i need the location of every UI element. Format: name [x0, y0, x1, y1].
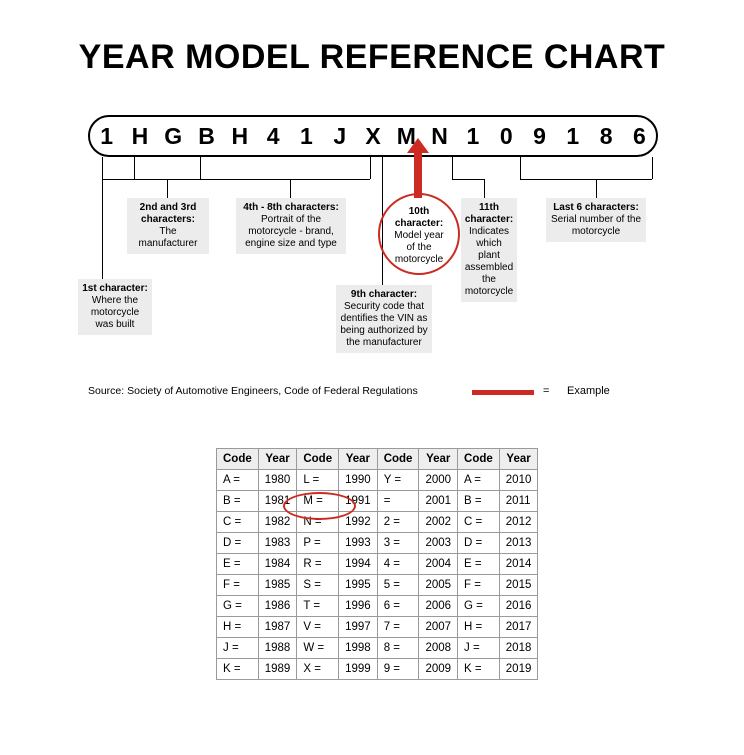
vin-char: 4: [266, 122, 280, 149]
callout-heading: 2nd and 3rd characters:: [139, 202, 197, 225]
vin-char: 1: [300, 122, 313, 149]
cell-year: 1991: [339, 491, 378, 512]
cell-code: B =: [217, 491, 259, 512]
cell-code: M =: [297, 491, 339, 512]
callout-body: Portrait of the motorcycle - brand, engine size and type: [245, 214, 337, 249]
cell-code: E =: [458, 554, 500, 575]
cell-code: G =: [458, 596, 500, 617]
cell-code: 2 =: [377, 512, 419, 533]
cell-year: 2019: [499, 659, 538, 680]
cell-code: C =: [217, 512, 259, 533]
leader-line: [520, 179, 652, 180]
callout-body: The manufacturer: [138, 226, 198, 249]
leader-line: [484, 179, 485, 198]
cell-code: 4 =: [377, 554, 419, 575]
cell-code: V =: [297, 617, 339, 638]
table-row: [217, 470, 538, 491]
vin-char: J: [333, 122, 347, 149]
cell-code: N =: [297, 512, 339, 533]
callout-heading: 11th character:: [464, 202, 514, 225]
vin-box-outline: [88, 115, 658, 157]
leader-line: [134, 157, 135, 179]
callout-heading: 4th - 8th characters:: [243, 202, 339, 213]
cell-year: 2014: [499, 554, 538, 575]
vin-char: 0: [499, 122, 513, 149]
vin-char: G: [164, 122, 183, 149]
cell-code: T =: [297, 596, 339, 617]
code-year-table: [216, 448, 538, 680]
cell-year: 1994: [339, 554, 378, 575]
cell-year: 2015: [499, 575, 538, 596]
cell-code: F =: [217, 575, 259, 596]
col-header: Year: [499, 449, 538, 470]
cell-code: C =: [458, 512, 500, 533]
cell-year: 1992: [339, 512, 378, 533]
cell-year: 2002: [419, 512, 458, 533]
cell-year: 2007: [419, 617, 458, 638]
callout-heading: Last 6 characters:: [553, 202, 639, 213]
callout-2nd-3rd-characters: [127, 198, 209, 254]
table-row: [217, 575, 538, 596]
cell-year: 1990: [339, 470, 378, 491]
vin-char: H: [231, 122, 249, 149]
cell-year: 2001: [419, 491, 458, 512]
leader-line: [370, 157, 371, 179]
cell-year: 2013: [499, 533, 538, 554]
page-title: YEAR MODEL REFERENCE CHART: [78, 38, 666, 76]
vin-char: 1: [466, 122, 480, 149]
callout-4th-8th-characters: [236, 198, 346, 254]
cell-code: 6 =: [377, 596, 419, 617]
callout-10th-character: [386, 202, 452, 270]
red-arrow-indicator: [414, 152, 422, 198]
col-header: Year: [258, 449, 297, 470]
cell-year: 2017: [499, 617, 538, 638]
cell-code: R =: [297, 554, 339, 575]
cell-year: 1997: [339, 617, 378, 638]
table-header-row: [217, 449, 538, 470]
cell-code: 7 =: [377, 617, 419, 638]
callout-11th-character: [461, 198, 517, 302]
callout-last-6-characters: [546, 198, 646, 242]
cell-code: B =: [458, 491, 500, 512]
vin-char: 8: [599, 122, 613, 149]
leader-line: [102, 179, 134, 180]
cell-code: A =: [217, 470, 259, 491]
callout-heading: 1st character:: [82, 283, 148, 294]
cell-year: 1989: [258, 659, 297, 680]
vin-char: 1: [566, 122, 580, 149]
vin-char: 6: [633, 122, 646, 149]
cell-year: 1984: [258, 554, 297, 575]
cell-year: 2010: [499, 470, 538, 491]
cell-code: E =: [217, 554, 259, 575]
cell-code: H =: [458, 617, 500, 638]
vin-char: X: [365, 122, 381, 149]
legend-label: Example: [567, 385, 610, 397]
callout-heading: 10th character:: [394, 206, 444, 229]
cell-code: F =: [458, 575, 500, 596]
legend-equals-sign: =: [543, 385, 550, 397]
callout-body: Indicates which plant assembled the motorcycle: [464, 226, 514, 297]
leader-line: [596, 179, 597, 198]
leader-line: [520, 157, 521, 179]
source-note: Source: Society of Automotive Engineers, Code of Federal Regulations: [88, 385, 418, 397]
cell-year: 2006: [419, 596, 458, 617]
callout-body: Serial number of the motorcycle: [550, 214, 642, 237]
cell-year: 1986: [258, 596, 297, 617]
leader-line: [452, 179, 484, 180]
col-header: Year: [419, 449, 458, 470]
vin-char: B: [198, 122, 215, 149]
cell-year: 1995: [339, 575, 378, 596]
cell-code: D =: [458, 533, 500, 554]
vin-char: H: [131, 122, 149, 149]
table-row: [217, 554, 538, 575]
cell-code: 3 =: [377, 533, 419, 554]
cell-year: 1983: [258, 533, 297, 554]
cell-year: 1993: [339, 533, 378, 554]
col-header: Year: [339, 449, 378, 470]
cell-code: Y =: [377, 470, 419, 491]
cell-year: 1985: [258, 575, 297, 596]
cell-year: 2016: [499, 596, 538, 617]
callout-body: Model year of the motorcycle: [394, 230, 444, 265]
table-row: [217, 659, 538, 680]
cell-code: 9 =: [377, 659, 419, 680]
cell-year: 2005: [419, 575, 458, 596]
cell-year: 1980: [258, 470, 297, 491]
vin-char: M: [396, 122, 416, 149]
leader-line: [200, 179, 370, 180]
table-row: [217, 533, 538, 554]
cell-code: X =: [297, 659, 339, 680]
leader-line: [452, 157, 453, 179]
table-row: [217, 638, 538, 659]
callout-1st-character: [78, 279, 152, 335]
cell-year: 2009: [419, 659, 458, 680]
vin-char: 1: [100, 122, 114, 149]
cell-year: 2003: [419, 533, 458, 554]
cell-code: =: [377, 491, 419, 512]
leader-line: [102, 179, 103, 279]
cell-year: 1999: [339, 659, 378, 680]
cell-code: 8 =: [377, 638, 419, 659]
cell-code: D =: [217, 533, 259, 554]
cell-year: 1987: [258, 617, 297, 638]
callout-heading: 9th character:: [350, 289, 418, 300]
cell-year: 2004: [419, 554, 458, 575]
vin-char: 9: [533, 122, 546, 149]
cell-code: J =: [458, 638, 500, 659]
table-row: [217, 491, 538, 512]
year-code-table: [216, 448, 538, 680]
cell-year: 1982: [258, 512, 297, 533]
cell-code: K =: [217, 659, 259, 680]
cell-code: 5 =: [377, 575, 419, 596]
cell-code: S =: [297, 575, 339, 596]
leader-line: [200, 157, 201, 179]
cell-year: 2008: [419, 638, 458, 659]
col-header: Code: [458, 449, 500, 470]
cell-code: L =: [297, 470, 339, 491]
col-header: Code: [297, 449, 339, 470]
cell-code: K =: [458, 659, 500, 680]
table-row: [217, 596, 538, 617]
cell-code: W =: [297, 638, 339, 659]
cell-year: 1998: [339, 638, 378, 659]
callout-body: Security code that dentifies the VIN as being authorized by the manufacturer: [340, 301, 428, 348]
cell-year: 1988: [258, 638, 297, 659]
leader-line: [167, 179, 168, 198]
leader-line: [290, 179, 291, 198]
leader-line: [652, 157, 653, 179]
leader-line: [102, 157, 103, 179]
cell-code: H =: [217, 617, 259, 638]
cell-year: 1996: [339, 596, 378, 617]
cell-code: A =: [458, 470, 500, 491]
cell-year: 2012: [499, 512, 538, 533]
cell-code: J =: [217, 638, 259, 659]
table-row: [217, 617, 538, 638]
cell-year: 2011: [499, 491, 538, 512]
table-row: [217, 512, 538, 533]
cell-year: 1981: [258, 491, 297, 512]
cell-year: 2000: [419, 470, 458, 491]
callout-body: Where the motorcycle was built: [90, 295, 140, 330]
cell-code: G =: [217, 596, 259, 617]
callout-9th-character: [336, 285, 432, 353]
legend-red-line-icon: [472, 390, 534, 395]
cell-year: 2018: [499, 638, 538, 659]
cell-code: P =: [297, 533, 339, 554]
col-header: Code: [217, 449, 259, 470]
col-header: Code: [377, 449, 419, 470]
vin-number-box: [88, 115, 658, 157]
vin-char: N: [431, 122, 448, 149]
